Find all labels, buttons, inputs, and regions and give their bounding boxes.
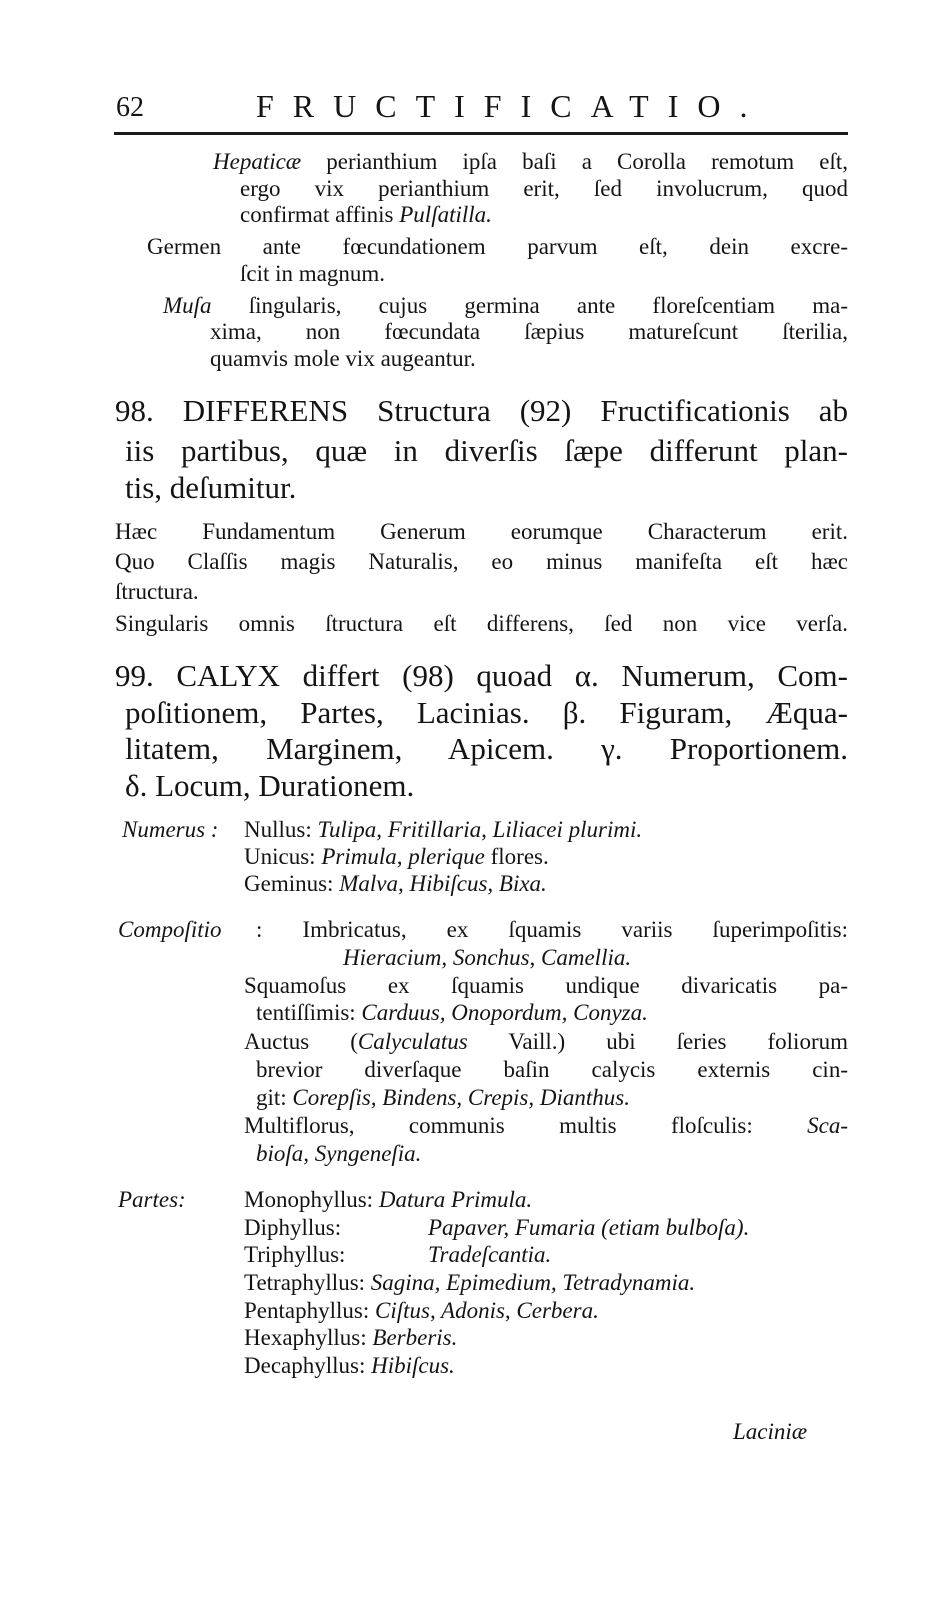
text-line [244, 1030, 848, 1053]
text-run: Unicus: [244, 844, 322, 869]
text-line [125, 472, 296, 503]
text-run: δ. Locum, Durationem. [125, 768, 415, 803]
text-line [240, 203, 492, 226]
text-run: tis, deſumitur. [125, 470, 297, 505]
text-line [244, 1326, 457, 1349]
text-line [118, 1188, 186, 1211]
italic-run: Papaver, Fumaria (etiam bulboſa). [428, 1215, 750, 1240]
running-title: FRUCTIFICATIO. [256, 88, 767, 124]
italic-run: Ciſtus, Adonis, Cerbera. [374, 1298, 599, 1323]
text-line [244, 1299, 599, 1322]
text-line [244, 845, 549, 868]
text-line [256, 1086, 630, 1109]
text-line [244, 1271, 695, 1294]
text-line [428, 1216, 749, 1239]
text-line [125, 733, 848, 764]
text-run: Diphyllus: [244, 1215, 342, 1240]
text-line [256, 1001, 648, 1024]
italic-run: Tradeſcantia. [428, 1242, 552, 1267]
italic-run: Calyculatus [357, 1029, 468, 1054]
text-line [125, 770, 414, 801]
text-run: Germen ante fœcundationem parvum eſt, dein excre- [147, 234, 848, 259]
text-line [256, 918, 848, 941]
italic-run: Partes: [118, 1187, 186, 1212]
text-run: tentiſſimis: [256, 1000, 362, 1025]
text-run: 98. DIFFERENS Structura (92) Fructificationis ab [115, 393, 848, 428]
text-line [244, 1243, 345, 1266]
italic-run: Compoſitio [118, 917, 222, 942]
text-run: poſitionem, Partes, Lacinias. β. Figuram, Æqua- [125, 695, 848, 730]
text-line [240, 262, 385, 285]
italic-run: Carduus, Onopordum, Conyza. [361, 1000, 648, 1025]
italic-run: Sca- [807, 1113, 848, 1138]
text-line [118, 918, 222, 941]
text-line [733, 1420, 807, 1443]
italic-run: Berberis. [372, 1325, 458, 1350]
text-line [244, 1188, 532, 1211]
text-run: Triphyllus: [244, 1242, 346, 1267]
text-line [240, 177, 848, 200]
italic-run: Malva, Hibiſcus, Bixa. [339, 871, 547, 896]
italic-run: Laciniæ [733, 1419, 808, 1444]
italic-run: Hepaticæ [213, 149, 302, 174]
text-line [115, 580, 199, 603]
text-run: ſingularis, cujus germina ante floreſcentiam ma- [211, 293, 848, 318]
text-run: Quo Claſſis magis Naturalis, eo minus manifeſta eſt hæc [115, 549, 848, 574]
text-line [147, 235, 848, 258]
italic-run: bioſa, Syngeneſia. [256, 1141, 422, 1166]
text-run: brevior diverſaque baſin calycis externis cin- [256, 1057, 848, 1082]
italic-run: Hieracium, Sonchus, Camellia. [343, 945, 632, 970]
text-line [122, 818, 218, 841]
text-line [244, 1216, 341, 1239]
text-line [343, 946, 631, 969]
text-run: ergo vix perianthium erit, ſed involucrum, quod [240, 176, 848, 201]
text-run: ſtructura. [115, 579, 199, 604]
text-line [210, 347, 476, 370]
text-run: : Imbricatus, ex ſquamis variis ſuperimpoſitis: [256, 917, 848, 942]
italic-run: Pulſatilla. [399, 202, 492, 227]
text-line [115, 660, 848, 691]
text-run: git: [256, 1085, 293, 1110]
text-line [244, 818, 642, 841]
text-run: quamvis mole vix augeantur. [210, 346, 476, 371]
text-line [256, 1058, 848, 1081]
text-line [125, 697, 848, 728]
page-number: 62 [116, 92, 144, 123]
text-run: 99. CALYX differt (98) quoad α. Numerum, Com- [115, 658, 848, 693]
text-run: perianthium ipſa baſi a Corolla remotum eſt, [301, 149, 848, 174]
italic-run: Muſa [163, 293, 212, 318]
italic-run: Numerus : [122, 817, 219, 842]
text-line [428, 1243, 551, 1266]
text-line [244, 1114, 848, 1137]
text-run: ſcit in magnum. [240, 261, 386, 286]
text-run: Hæc Fundamentum Generum eorumque Characterum erit. [115, 519, 848, 544]
text-run: iis partibus, quæ in diverſis ſæpe differunt plan- [125, 433, 848, 468]
text-run: xima, non fœcundata ſæpius matureſcunt ſterilia, [210, 319, 848, 344]
text-run: litatem, Marginem, Apicem. γ. Proportionem. [125, 731, 848, 766]
header-rule [114, 132, 848, 135]
text-run: Auctus ( [244, 1029, 358, 1054]
text-run: Tetraphyllus: [244, 1270, 371, 1295]
text-line [163, 294, 848, 317]
text-run: Vaill.) ubi ſeries foliorum [467, 1029, 848, 1054]
text-line [125, 435, 848, 466]
text-run: Geminus: [244, 871, 340, 896]
text-run: Pentaphyllus: [244, 1298, 375, 1323]
text-run: Decaphyllus: [244, 1353, 372, 1378]
text-run: confirmat affinis [240, 202, 400, 227]
italic-run: Corepſis, Bindens, Crepis, Dianthus. [292, 1085, 630, 1110]
text-line [210, 320, 848, 343]
italic-run: Datura Primula. [378, 1187, 533, 1212]
text-run: Nullus: [244, 817, 318, 842]
italic-run: Tulipa, Fritillaria, Liliacei plurimi. [317, 817, 643, 842]
text-line [115, 612, 848, 635]
italic-run: Primula, plerique [321, 844, 485, 869]
text-line [244, 1354, 455, 1377]
italic-run: Sagina, Epimedium, Tetradynamia. [370, 1270, 696, 1295]
text-run: flores. [484, 844, 549, 869]
text-line [244, 974, 848, 997]
text-line [244, 872, 547, 895]
text-line [115, 395, 848, 426]
text-line [213, 150, 848, 173]
text-run: Squamoſus ex ſquamis undique divaricatis pa- [244, 973, 848, 998]
text-line [115, 550, 848, 573]
text-line [115, 520, 848, 543]
text-run: Monophyllus: [244, 1187, 379, 1212]
text-run: Hexaphyllus: [244, 1325, 373, 1350]
text-run: Multiflorus, communis multis floſculis: [244, 1113, 808, 1138]
italic-run: Hibiſcus. [371, 1353, 455, 1378]
text-line [256, 1142, 421, 1165]
text-run: Singularis omnis ſtructura eſt differens, ſed non vice verſa. [115, 611, 848, 636]
